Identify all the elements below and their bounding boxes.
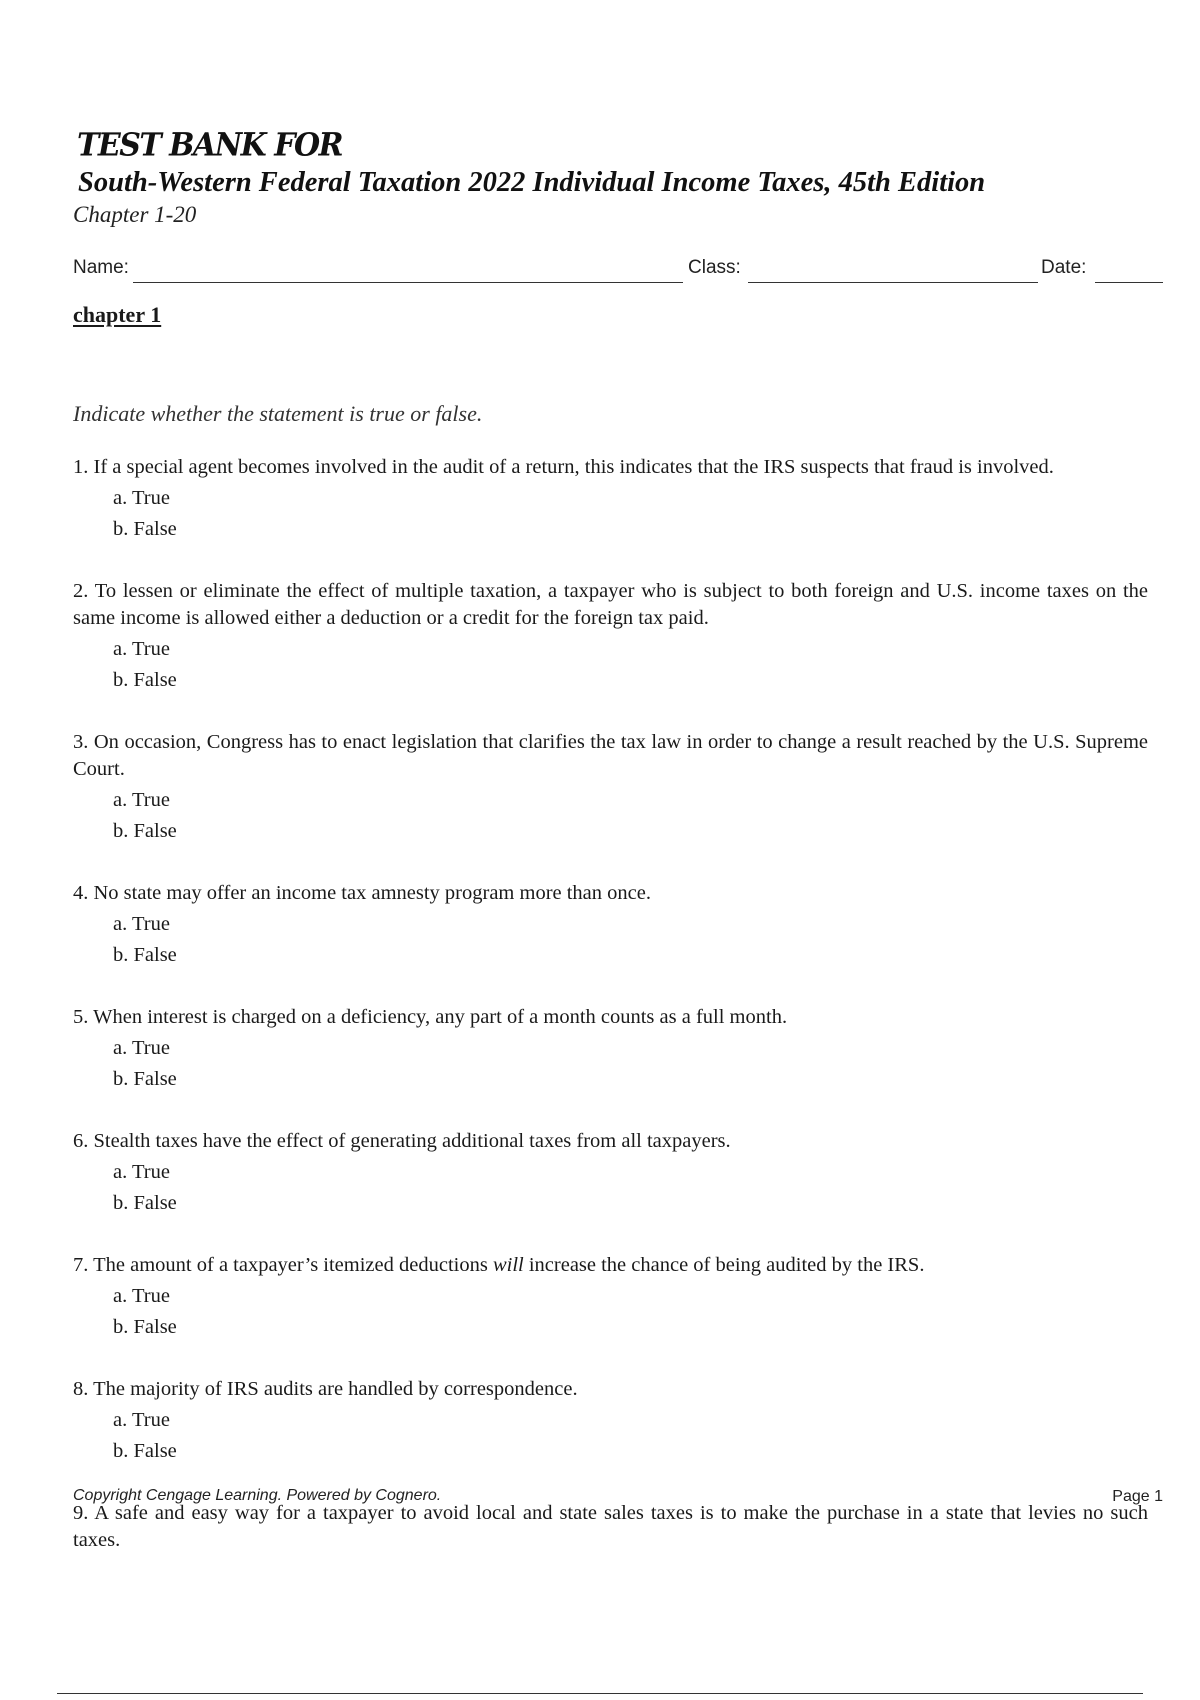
question-1 <box>73 454 1148 545</box>
question-stem: 9. A safe and easy way for a taxpayer to avoid local and state sales taxes is to make the purchase in a state that levies no such taxes. <box>73 1502 1148 1551</box>
name-line <box>133 282 683 283</box>
question-4 <box>73 880 1148 971</box>
answer-choices <box>113 483 1148 545</box>
question-stem <box>73 1252 1148 1279</box>
answer-choice[interactable]: a. True <box>113 1037 170 1059</box>
emphasis-text: will <box>492 1254 524 1276</box>
answer-choice[interactable]: b. False <box>113 820 177 842</box>
answer-choices <box>113 1405 1148 1467</box>
question-stem: 6. Stealth taxes have the effect of generating additional taxes from all taxpayers. <box>73 1130 731 1152</box>
name-label: Name: <box>73 257 129 278</box>
answer-choices <box>113 909 1148 971</box>
answer-choice[interactable]: b. False <box>113 1068 177 1090</box>
chapter-range: Chapter 1-20 <box>73 202 197 227</box>
date-line <box>1095 282 1163 283</box>
answer-choice[interactable]: b. False <box>113 944 177 966</box>
answer-choice[interactable]: a. True <box>113 1161 170 1183</box>
question-list <box>73 454 1148 1587</box>
answer-choices <box>113 634 1148 696</box>
answer-choice[interactable]: a. True <box>113 638 170 660</box>
answer-choice[interactable]: a. True <box>113 789 170 811</box>
stem-text: 7. The amount of a taxpayer’s itemized deductions <box>73 1254 493 1276</box>
student-info-row <box>73 257 1163 283</box>
answer-choices <box>113 1033 1148 1095</box>
stem-text: increase the chance of being audited by the IRS. <box>523 1254 925 1276</box>
question-stem: 2. To lessen or eliminate the effect of multiple taxation, a taxpayer who is subject to both foreign and U.S. income taxes on the same income is allowed either a deduction or a credit for the foreign tax paid. <box>73 580 1148 629</box>
test-bank-banner: TEST BANK FOR <box>77 127 343 164</box>
question-stem: 1. If a special agent becomes involved in the audit of a return, this indicates that the IRS suspects that fraud is involved. <box>73 456 1054 478</box>
answer-choice[interactable]: a. True <box>113 913 170 935</box>
question-5 <box>73 1004 1148 1095</box>
question-6 <box>73 1128 1148 1219</box>
answer-choices <box>113 785 1148 847</box>
answer-choice[interactable]: a. True <box>113 1409 170 1431</box>
answer-choice[interactable]: b. False <box>113 1316 177 1338</box>
question-stem: 3. On occasion, Congress has to enact legislation that clarifies the tax law in order to change a result reached by the U.S. Supreme Court. <box>73 731 1148 780</box>
question-stem: 8. The majority of IRS audits are handled by correspondence. <box>73 1378 578 1400</box>
instructions: Indicate whether the statement is true or false. <box>73 401 483 426</box>
book-title: South-Western Federal Taxation 2022 Individual Income Taxes, 45th Edition <box>78 167 986 198</box>
question-2 <box>73 578 1148 696</box>
document-page <box>73 0 1163 1700</box>
question-stem: 4. No state may offer an income tax amnesty program more than once. <box>73 882 651 904</box>
question-3 <box>73 729 1148 847</box>
answer-choice[interactable]: b. False <box>113 1440 177 1462</box>
question-9 <box>73 1500 1148 1554</box>
answer-choices <box>113 1281 1148 1343</box>
answer-choice[interactable]: a. True <box>113 487 170 509</box>
answer-choice[interactable]: b. False <box>113 518 177 540</box>
chapter-heading: chapter 1 <box>73 302 162 327</box>
question-7 <box>73 1252 1148 1343</box>
class-line <box>748 282 1038 283</box>
answer-choice[interactable]: b. False <box>113 669 177 691</box>
page-number: Page 1 <box>1112 1488 1163 1505</box>
question-8 <box>73 1376 1148 1467</box>
answer-choices <box>113 1157 1148 1219</box>
question-stem: 5. When interest is charged on a deficiency, any part of a month counts as a full month. <box>73 1006 788 1028</box>
answer-choice[interactable]: a. True <box>113 1285 170 1307</box>
class-label: Class: <box>688 257 741 278</box>
answer-choice[interactable]: b. False <box>113 1192 177 1214</box>
bottom-divider <box>57 1693 1143 1694</box>
date-label: Date: <box>1041 257 1087 278</box>
copyright-footer: Copyright Cengage Learning. Powered by Cognero. <box>73 1487 442 1504</box>
